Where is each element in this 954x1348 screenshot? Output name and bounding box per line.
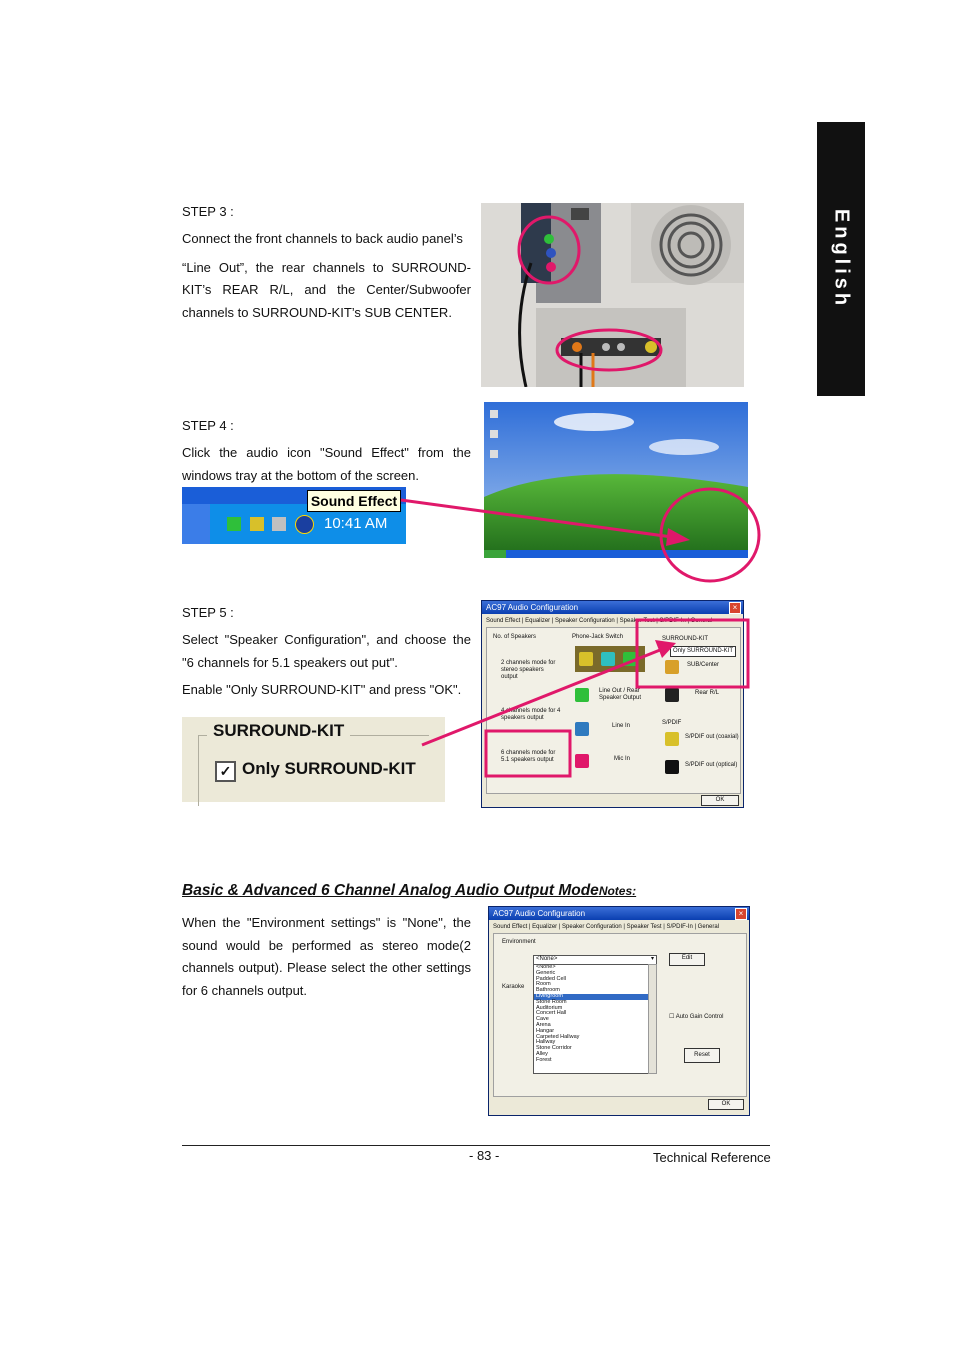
close-icon[interactable]: ×: [729, 602, 741, 614]
auto-gain-checkbox[interactable]: ☐ Auto Gain Control: [669, 1014, 724, 1020]
environment-select[interactable]: <None> ▾: [533, 955, 657, 965]
only-surround-kit-label: Only SURROUND-KIT: [242, 759, 416, 778]
list-scrollbar[interactable]: [648, 964, 657, 1074]
environment-list-item[interactable]: Carpeted Hallway: [536, 1033, 580, 1040]
surround-kit-label: SURROUND-KIT: [662, 636, 708, 642]
only-surround-kit-checkbox[interactable]: ✓: [215, 761, 236, 782]
line-in-label: Line In: [612, 723, 631, 729]
step3-label: STEP 3 :: [182, 204, 234, 219]
environment-list-item[interactable]: Cave: [536, 1016, 549, 1023]
environment-list-item[interactable]: Concert Hall: [536, 1010, 567, 1017]
environment-list-item[interactable]: Generic: [536, 969, 556, 976]
sound-effect-tooltip: Sound Effect: [307, 490, 401, 512]
karaoke-group-label: Karaoke: [502, 984, 525, 990]
ok-button-2[interactable]: OK: [708, 1099, 744, 1110]
ok-button[interactable]: OK: [701, 795, 739, 806]
option-6ch[interactable]: 6 channels mode for 5.1 speakers output: [501, 750, 556, 763]
environment-list-item[interactable]: Hangar: [536, 1027, 555, 1034]
footer-section: Technical Reference: [653, 1150, 771, 1165]
section-heading-notes: Notes:: [598, 884, 637, 898]
phone-jack-label: Phone-Jack Switch: [572, 634, 624, 640]
environment-list-item[interactable]: Stone Room: [536, 998, 567, 1005]
edit-button[interactable]: Edit: [669, 953, 705, 966]
dialog-title: AC97 Audio Configuration: [486, 603, 579, 612]
environment-group-label: Environment: [502, 939, 536, 945]
step5-line-1: Select "Speaker Configuration", and choose the "6 channels for 5.1 speakers out put".: [182, 632, 471, 670]
environment-list-item[interactable]: Livingroom: [534, 994, 649, 1000]
step5-line-2: Enable "Only SURROUND-KIT" and press "OK".: [182, 682, 462, 697]
spdif-coaxial-label: S/PDIF out (coaxial): [685, 734, 739, 740]
environment-list-item[interactable]: Room: [536, 981, 551, 988]
option-4ch[interactable]: 4 channels mode for 4 speakers output: [501, 708, 561, 721]
environment-list-item[interactable]: Forest: [536, 1056, 552, 1063]
spdif-optical-label: S/PDIF out (optical): [685, 762, 738, 768]
environment-list-item[interactable]: Auditorium: [536, 1004, 563, 1011]
step3-line-2: “Line Out”, the rear channels to SURROUND-KIT’s REAR R/L, and the Center/Subwoofer channels to SURROUND-KIT’s SUB CENTER.: [182, 259, 471, 320]
chevron-down-icon: ▾: [650, 956, 654, 962]
section-heading-main: Basic & Advanced 6 Channel Analog Audio Output Mode: [182, 882, 599, 899]
step3-line-1: Connect the front channels to back audio panel’s: [182, 231, 463, 246]
auto-gain-label: Auto Gain Control: [675, 1014, 724, 1020]
spdif-group-label: S/PDIF: [662, 720, 682, 726]
section-paragraph: When the "Environment settings" is "None", the sound would be performed as stereo mode(2 channels output). Please select the other settings for 6 channels output.: [182, 915, 471, 998]
mic-in-label: Mic In: [614, 756, 631, 762]
tab2-panel: [493, 933, 747, 1097]
step4-label: STEP 4 :: [182, 418, 234, 433]
sub-center-label: SUB/Center: [687, 662, 720, 668]
environment-list-item[interactable]: Bathroom: [536, 987, 560, 994]
line-out-label: Line Out / Rear Speaker Output: [599, 688, 642, 701]
environment-list-item[interactable]: Padded Cell: [536, 975, 566, 982]
only-surround-kit-check[interactable]: Only SURROUND-KIT: [670, 646, 736, 657]
language-tab-label: English: [830, 208, 853, 310]
environment-dialog: [488, 906, 750, 1116]
environment-list[interactable]: [533, 964, 650, 1074]
environment-list-item[interactable]: Alley: [536, 1050, 548, 1057]
environment-list-item[interactable]: <None>: [536, 964, 556, 970]
page-number: - 83 -: [469, 1148, 500, 1163]
surround-kit-group-label: SURROUND-KIT: [207, 721, 350, 741]
reset-button[interactable]: Reset: [684, 1048, 720, 1063]
dialog2-titlebar: [489, 907, 749, 920]
environment-list-item[interactable]: Stone Corridor: [536, 1045, 572, 1052]
environment-list-item[interactable]: Arena: [536, 1021, 551, 1028]
step4-text: Click the audio icon "Sound Effect" from the windows tray at the bottom of the screen.: [182, 445, 471, 483]
dialog2-tabs[interactable]: Sound Effect | Equalizer | Speaker Configuration | Speaker Test | S/PDIF-In | General: [493, 924, 720, 930]
option-2ch[interactable]: 2 channels mode for stereo speakers output: [501, 660, 556, 680]
dialog2-title: AC97 Audio Configuration: [493, 909, 586, 918]
section-heading: [182, 882, 636, 900]
no-of-speakers-label: No. of Speakers: [493, 634, 537, 640]
step5-label: STEP 5 :: [182, 605, 234, 620]
environment-list-item[interactable]: Hallway: [536, 1039, 556, 1046]
dialog-tabs[interactable]: Sound Effect | Equalizer | Speaker Configuration | Speaker Test | S/PDIF-In | General: [486, 618, 713, 624]
close-icon[interactable]: ×: [735, 908, 747, 920]
tray-clock: 10:41 AM: [324, 515, 388, 532]
rear-label: Rear R/L: [695, 690, 720, 696]
